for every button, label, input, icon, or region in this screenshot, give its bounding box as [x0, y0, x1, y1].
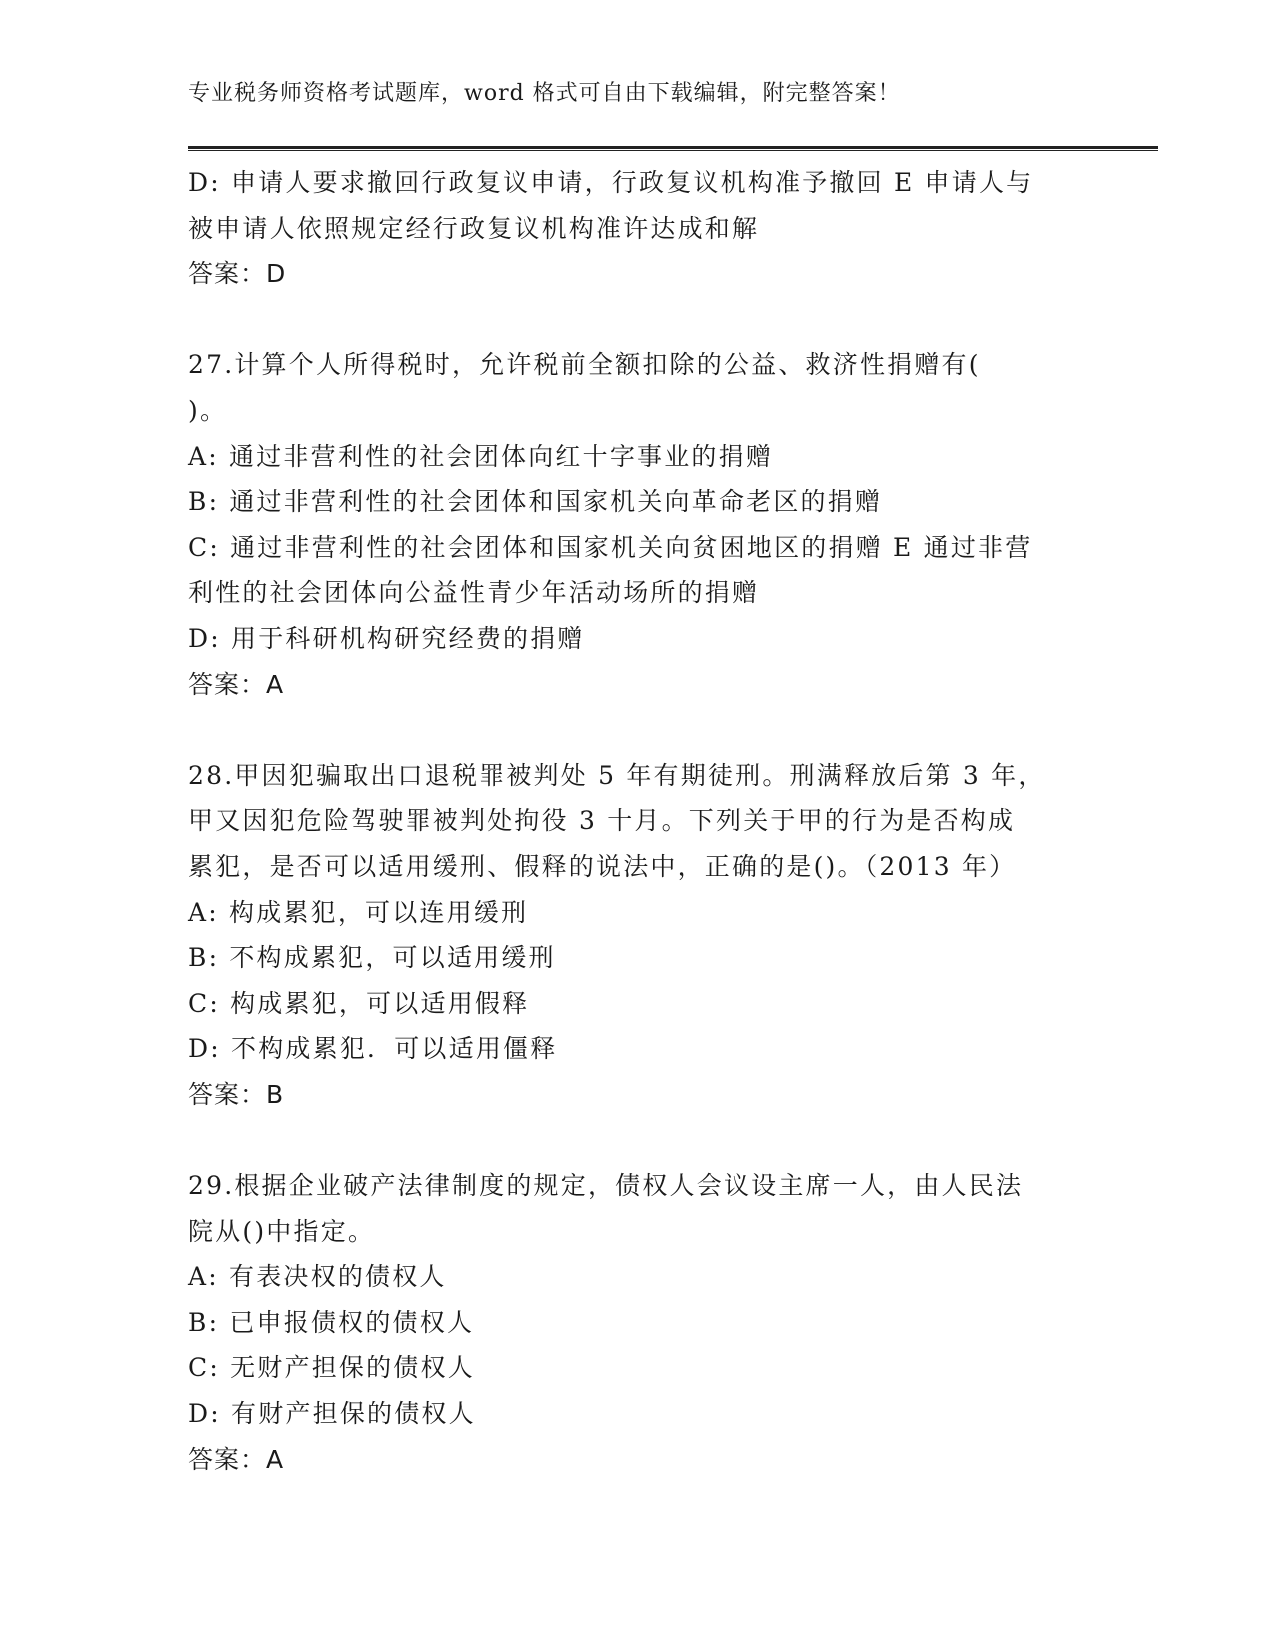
option-line: D: 用于科研机构研究经费的捐赠 — [188, 623, 585, 653]
option-line: D: 有财产担保的债权人 — [188, 1399, 476, 1429]
option-line: B: 通过非营利性的社会团体和国家机关向革命老区的捐赠 — [188, 487, 883, 517]
answer-line: 答案：A — [188, 669, 285, 699]
spacer — [188, 707, 1088, 753]
question-block — [188, 753, 1088, 1118]
document-body — [188, 160, 1088, 1482]
spacer — [188, 297, 1088, 343]
question-text: 院从()中指定。 — [188, 1216, 376, 1246]
answer-line: 答案：A — [188, 1444, 285, 1474]
question-block — [188, 1163, 1088, 1482]
option-line: 被申请人依照规定经行政复议机构准许达成和解 — [188, 213, 760, 243]
option-line: B: 不构成累犯，可以适用缓刑 — [188, 943, 556, 973]
answer-line: 答案：D — [188, 259, 287, 289]
option-line: A: 构成累犯，可以连用缓刑 — [188, 897, 529, 927]
page-header: 专业税务师资格考试题库，word 格式可自由下载编辑，附完整答案！ — [188, 81, 901, 106]
option-line: A: 有表决权的债权人 — [188, 1262, 447, 1292]
question-text: 累犯，是否可以适用缓刑、假释的说法中，正确的是()。（2013 年） — [188, 851, 1017, 881]
option-line: B: 已申报债权的债权人 — [188, 1307, 475, 1337]
spacer — [188, 1117, 1088, 1163]
question-block — [188, 342, 1088, 707]
question-block — [188, 160, 1088, 297]
option-line: 利性的社会团体向公益性青少年活动场所的捐赠 — [188, 578, 760, 608]
question-text: )。 — [188, 395, 228, 425]
option-line: A: 通过非营利性的社会团体向红十字事业的捐赠 — [188, 441, 774, 471]
answer-line: 答案：B — [188, 1079, 285, 1109]
option-line: D: 不构成累犯．可以适用僵释 — [188, 1034, 558, 1064]
question-text: 29.根据企业破产法律制度的规定，债权人会议设主席一人，由人民法 — [188, 1171, 1024, 1201]
option-line: C: 无财产担保的债权人 — [188, 1353, 475, 1383]
question-text: 28.甲因犯骗取出口退税罪被判处 5 年有期徒刑。刑满释放后第 3 年， — [188, 760, 1046, 790]
question-text: 甲又因犯危险驾驶罪被判处拘役 3 十月。下列关于甲的行为是否构成 — [188, 806, 1016, 836]
header-divider — [188, 146, 1158, 151]
question-text: 27.计算个人所得税时，允许税前全额扣除的公益、救济性捐赠有( — [188, 350, 981, 380]
option-line: C: 构成累犯，可以适用假释 — [188, 988, 530, 1018]
option-line: C: 通过非营利性的社会团体和国家机关向贫困地区的捐赠 E 通过非营 — [188, 532, 1033, 562]
option-line: D: 申请人要求撤回行政复议申请，行政复议机构准予撤回 E 申请人与 — [188, 168, 1034, 197]
